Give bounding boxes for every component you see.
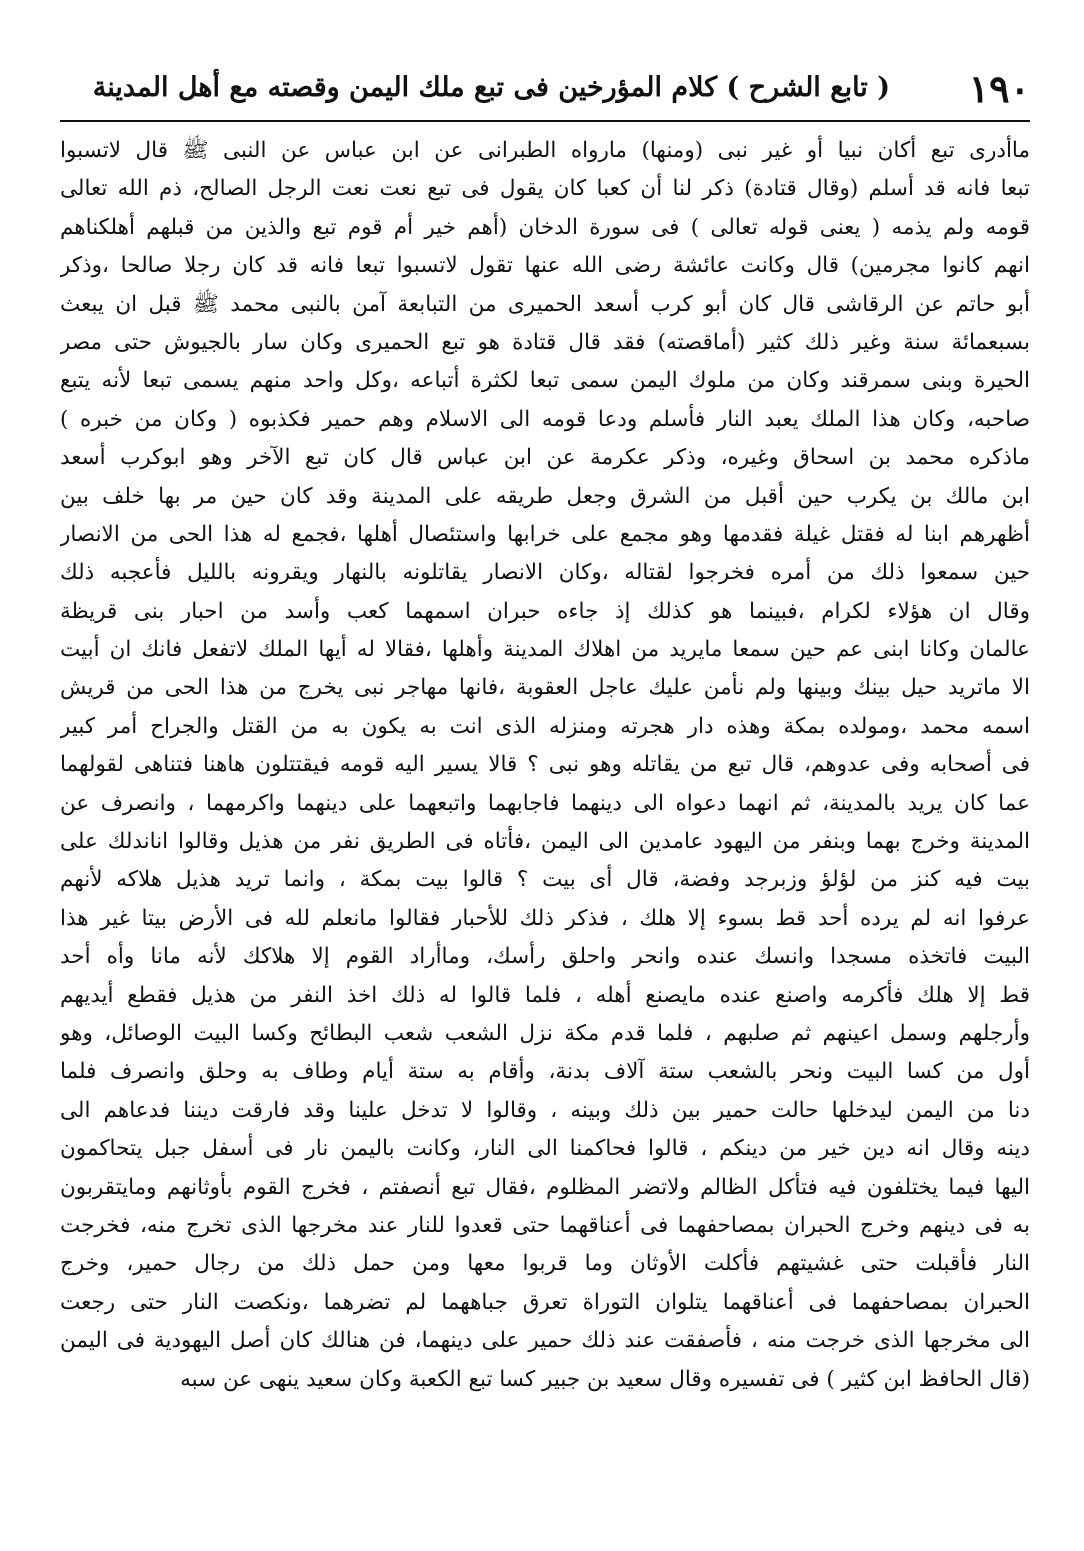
page-header	[60, 60, 1030, 122]
text-line: النار فأقبلت حتى غشيتهم فأكلت الأوثان وما قربوا معها ومن حمل ذلك من رجال حمير، وخرج	[60, 1251, 1030, 1277]
text-line: أول من كسا البيت ونحر بالشعب ستة آلاف بدنة، وأقام به ستة أيام وطاف به وحلق وانصرف فلما	[60, 1059, 1030, 1085]
text-line: قومه ولم يذمه ( يعنى قوله تعالى ) فى سورة الدخان (أهم خير أم قوم تبع والذين من قبلهم أهلكناهم	[60, 214, 1030, 240]
text-line: الى مخرجها الذى خرجت منه ، فأصفقت عند ذلك حمير على دينهما، فن هنالك كان أصل اليهودية فى اليمن	[60, 1328, 1030, 1354]
text-line: صاحبه، وكان هذا الملك يعبد النار فأسلم ودعا قومه الى الاسلام وهم حمير فكذبوه ( وكان من خبره )	[60, 406, 1030, 432]
text-line: الحيرة وبنى سمرقند وكان من ملوك اليمن سمى تبعا لكثرة أتباعه ،وكل واحد منهم يسمى تبعا لأنه يتبع	[60, 368, 1030, 394]
running-title: ( تابع الشرح ) كلام المؤرخين فى تبع ملك اليمن وقصته مع أهل المدينة	[92, 72, 890, 103]
text-line: اسمه محمد ،ومولده بمكة وهذه دار هجرته ومنزله الذى انت به يكون به من القتل والجراح أمر كبير	[60, 713, 1030, 739]
text-line: دنا من اليمن ليدخلها حالت حمير بين ذلك وبينه ، وقالوا لا تدخل علينا وقد فارقت ديننا فدعاهم الى	[60, 1097, 1030, 1123]
text-line: قط إلا هلك فأكرمه واصنع عنده مايصنع أهله ، فلما قالوا له ذلك اخذ النفر من هذيل فقطع أيديهم	[60, 982, 1030, 1008]
text-line: حين سمعوا ذلك من أمره فخرجوا لقتاله ،وكان الانصار يقاتلونه بالنهار ويقرونه بالليل فأعجبه ذلك	[60, 560, 1030, 586]
text-line: ماذكره محمد بن اسحاق وغيره، وذكر عكرمة عن ابن عباس قال كان تبع الآخر وهو ابوكرب أسعد	[60, 445, 1030, 471]
text-line: وقال ان هؤلاء لكرام ،فبينما هو كذلك إذ جاءه حبران اسمهما كعب وأسد من احبار بنى قريظة	[60, 598, 1030, 624]
text-line: ماأدرى تبع أكان نبيا أو غير نبى (ومنها) مارواه الطبرانى عن ابن عباس عن النبى ﷺ قال لاتسبوا	[60, 138, 1030, 163]
text-line: ابن مالك بن يكرب حين أقبل من الشرق وجعل طريقه على المدينة وقد كان حين مر بها خلف بين	[60, 483, 1030, 509]
text-line: أظهرهم ابنا له فقتل غيلة فقدمها وهو مجمع على خرابها واستئصال أهلها ،فجمع له هذا الحى من الانصار	[60, 521, 1030, 547]
text-line: بسبعمائة سنة وغير ذلك كثير (أماقصته) فقد قال قتادة هو تبع الحميرى وكان سار بالجيوش حتى مصر	[60, 329, 1030, 355]
text-line: تبعا فانه قد أسلم (وقال قتادة) ذكر لنا أن كعبا كان يقول فى تبع نعت نعت الرجل الصالح، ذم الله تعالى	[60, 176, 1030, 202]
text-line: به فى دينهم وخرج الحبران بمصاحفهما فى أعناقهما حتى قعدوا للنار عند مخرجها الذى تخرج منه، فخرجت	[60, 1212, 1030, 1238]
document-page	[60, 60, 1030, 1500]
text-line: وأرجلهم وسمل اعينهم ثم صلبهم ، فلما قدم مكة نزل الشعب شعب البطائح وكسا البيت الوصائل، وهو	[60, 1020, 1030, 1046]
text-line: اليها فيما يختلفون فيه فتأكل الظالم ولاتضر المظلوم ،فقال تبع أنصفتم ، فخرج القوم بأوثانهم ومايتقربون	[60, 1174, 1030, 1200]
text-line: الحبران بمصاحفهما فى أعناقهما يتلوان التوراة تعرق جباههما لم تضرهما ،ونكصت النار حتى رجعت	[60, 1289, 1030, 1315]
text-line: المدينة وخرج بهما وبنفر من اليهود عامدين الى اليمن ،فأتاه فى الطريق نفر من هذيل وقالوا اناندلك على	[60, 829, 1030, 855]
text-line: عما كان يريد بالمدينة، ثم انهما دعواه الى دينهما فاجابهما واتبعهما على دينهما واكرمهما ، وانصرف عن	[60, 790, 1030, 816]
text-line: عرفوا انه لم يرده أحد قط بسوء إلا هلك ، فذكر ذلك للأحبار فقالوا مانعلم لله فى الأرض بيتا غير هذا	[60, 905, 1030, 931]
text-line: أبو حاتم عن الرقاشى قال كان أبو كرب أسعد الحميرى من التبابعة آمن بالنبى محمد ﷺ قبل ان يبعث	[60, 291, 1030, 317]
text-line: دينه وقال انه دين خير من دينكم ، قالوا فحاكمنا الى النار، وكانت باليمن نار فى أسفل جبل يتحاكمون	[60, 1136, 1030, 1162]
page-number: ١٩٠	[968, 66, 1030, 111]
text-line: فى أصحابه وفى عدوهم، قال تبع من يقاتله وهو نبى ؟ قالا يسير اليه قومه فيقتتلون هاهنا فتناهى لقولهما	[60, 752, 1030, 778]
text-line: البيت فاتخذه مسجدا وانسك عنده وانحر واحلق رأسك، وماأراد القوم إلا هلاكك لأنه مانا وأه أحد	[60, 944, 1030, 970]
text-line: انهم كانوا مجرمين) قال وكانت عائشة رضى الله عنها تقول لاتسبوا تبعا فانه قد كان رجلا صالحا ،وذكر	[60, 253, 1030, 279]
text-line: بيت فيه كنز من لؤلؤ وزبرجد وفضة، قال أى بيت ؟ قالوا بيت بمكة ، وانما تريد هذيل هلاكه لأنهم	[60, 867, 1030, 893]
text-line: عالمان وكانا ابنى عم حين سمعا مايريد من اهلاك المدينة وأهلها ،فقالا له أيها الملك لاتفعل فانك ان أبيت	[60, 637, 1030, 663]
body-text	[60, 132, 1030, 1399]
text-line: الا ماتريد حيل بينك وبينها ولم نأمن عليك عاجل العقوبة ،فانها مهاجر نبى يخرج من هذا الحى من قريش	[60, 675, 1030, 701]
text-line: (قال الحافظ ابن كثير ) فى تفسيره وقال سعيد بن جبير كسا تبع الكعبة وكان سعيد ينهى عن سبه	[180, 1366, 1030, 1392]
